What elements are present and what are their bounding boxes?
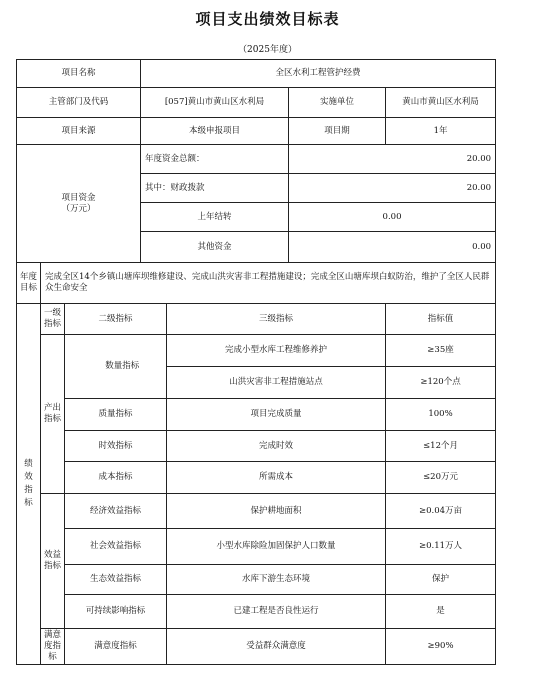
econ-label: 经济效益指标 <box>65 494 167 529</box>
row-eco <box>17 565 496 595</box>
page-title: 项目支出绩效目标表 <box>195 10 340 28</box>
cost-value: ≤20万元 <box>386 462 496 494</box>
output-label-line1: 产出 <box>43 403 61 413</box>
time-value: ≤12个月 <box>386 431 496 462</box>
quality-value: 100% <box>386 399 496 431</box>
period-label: 项目期 <box>289 118 386 145</box>
row-social <box>17 529 496 565</box>
funds-finance-label: 其中：财政拨款 <box>141 174 289 203</box>
row-time <box>17 431 496 462</box>
qty-label: 数量指标 <box>79 335 167 399</box>
row-qty1 <box>17 335 496 367</box>
row-econ <box>17 494 496 529</box>
econ-name: 保护耕地面积 <box>167 494 386 529</box>
funds-finance-value: 20.00 <box>289 174 496 203</box>
cost-label: 成本指标 <box>65 462 167 494</box>
output-label-line2: 指标 <box>43 414 61 424</box>
dept-label: 主管部门及代码 <box>17 88 141 118</box>
level1-header <box>41 304 65 335</box>
social-label: 社会效益指标 <box>65 529 167 565</box>
funds-label <box>17 145 141 263</box>
satisfaction-label-line1: 满意 <box>43 630 61 640</box>
social-name: 小型水库除险加固保护人口数量 <box>167 529 386 565</box>
goal-text: 完成全区14个乡镇山塘库坝维修建设、完成山洪灾害非工程措施建设；完成全区山塘库坝白蚁防治，维护了全区人民群众生命安全 <box>41 263 496 304</box>
row-satisfaction <box>17 629 496 665</box>
funds-label-line2: （万元） <box>61 203 96 214</box>
eco-value: 保护 <box>386 565 496 595</box>
quality-name: 项目完成质量 <box>167 399 386 431</box>
econ-value: ≥0.04万亩 <box>386 494 496 529</box>
funds-total-label: 年度资金总额： <box>141 145 289 174</box>
satis-name: 受益群众满意度 <box>167 629 386 665</box>
funds-total-value: 20.00 <box>289 145 496 174</box>
impl-unit-label: 实施单位 <box>289 88 386 118</box>
satisfaction-label <box>41 629 65 665</box>
value-header: 指标值 <box>386 304 496 335</box>
row-quality <box>17 399 496 431</box>
quality-label: 质量指标 <box>65 399 167 431</box>
period-value: 1年 <box>386 118 496 145</box>
cost-name: 所需成本 <box>167 462 386 494</box>
qty2-name: 山洪灾害非工程措施站点 <box>167 367 386 399</box>
row-cost <box>17 462 496 494</box>
row-source <box>17 118 496 145</box>
satis-label: 满意度指标 <box>65 629 167 665</box>
sustain-value: 是 <box>386 595 496 629</box>
eco-name: 水库下游生态环境 <box>167 565 386 595</box>
goal-label <box>17 263 41 304</box>
level1-header-line2: 指标 <box>43 319 61 329</box>
qty-spacer <box>65 335 79 399</box>
project-name-label: 项目名称 <box>17 60 141 88</box>
section-char-4: 标 <box>24 498 33 508</box>
section-char-2: 效 <box>24 472 33 482</box>
social-value: ≥0.11万人 <box>386 529 496 565</box>
sustain-name: 已建工程是否良性运行 <box>167 595 386 629</box>
goal-label-line2: 目标 <box>19 283 37 293</box>
fiscal-year: （2025年度） <box>238 45 297 55</box>
qty1-value: ≥35座 <box>386 335 496 367</box>
source-value: 本级申报项目 <box>141 118 289 145</box>
time-name: 完成时效 <box>167 431 386 462</box>
indicators-section-label <box>17 304 41 665</box>
qty2-value: ≥120个点 <box>386 367 496 399</box>
level1-header-line1: 一级 <box>43 308 61 318</box>
satisfaction-label-line3: 标 <box>48 652 57 662</box>
funds-other-label: 其他资金 <box>141 232 289 263</box>
row-department <box>17 88 496 118</box>
section-char-3: 指 <box>24 485 33 495</box>
funds-carryover-label: 上年结转 <box>141 203 289 232</box>
row-funds-total <box>17 145 496 174</box>
dept-value: [057]黄山市黄山区水利局 <box>141 88 289 118</box>
row-project-name <box>17 60 496 88</box>
output-label <box>41 335 65 494</box>
funds-carryover-value: 0.00 <box>289 203 496 232</box>
goal-label-line1: 年度 <box>19 272 37 282</box>
time-label: 时效指标 <box>65 431 167 462</box>
row-sustain <box>17 595 496 629</box>
benefit-label-line1: 效益 <box>43 550 61 560</box>
satis-value: ≥90% <box>386 629 496 665</box>
impl-unit-value: 黄山市黄山区水利局 <box>386 88 496 118</box>
level2-header: 二级指标 <box>65 304 167 335</box>
qty1-name: 完成小型水库工程维修养护 <box>167 335 386 367</box>
eco-label: 生态效益指标 <box>65 565 167 595</box>
funds-other-value: 0.00 <box>289 232 496 263</box>
row-annual-goal <box>17 263 496 304</box>
benefit-label <box>41 494 65 629</box>
sustain-label: 可持续影响指标 <box>65 595 167 629</box>
source-label: 项目来源 <box>17 118 141 145</box>
funds-label-line1: 项目资金 <box>61 192 96 203</box>
project-name-value: 全区水利工程管护经费 <box>141 60 496 88</box>
satisfaction-label-line2: 度指 <box>43 641 61 651</box>
performance-goal-table <box>16 59 496 665</box>
benefit-label-line2: 指标 <box>43 561 61 571</box>
row-indicator-header <box>17 304 496 335</box>
section-char-1: 绩 <box>24 459 33 469</box>
level3-header: 三级指标 <box>167 304 386 335</box>
